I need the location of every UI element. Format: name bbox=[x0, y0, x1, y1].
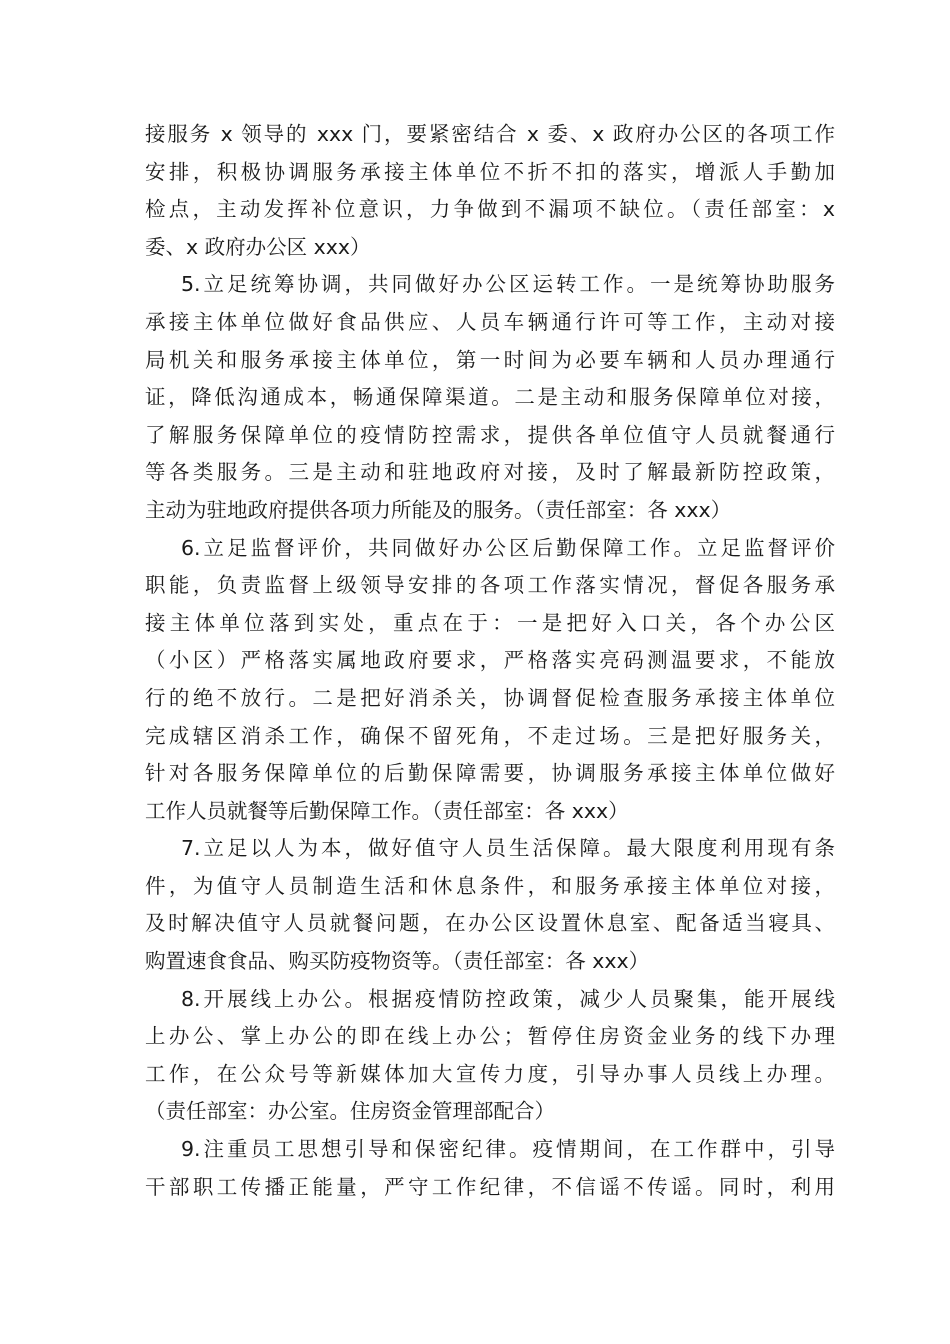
text-line: （责任部室：办公室。住房资金管理部配合） bbox=[145, 1099, 555, 1124]
text-line: 6.立足监督评价，共同做好办公区后勤保障工作。立足监督评价 bbox=[181, 535, 835, 560]
text-line: 及时解决值守人员就餐问题，在办公区设置休息室、配备适当寝具、 bbox=[145, 911, 835, 936]
text-line: 购置速食食品、购买防疫物资等。（责任部室：各 xxx） bbox=[145, 949, 650, 974]
text-line: 上办公、掌上办公的即在线上办公；暂停住房资金业务的线下办理 bbox=[145, 1024, 835, 1049]
text-line: 主动为驻地政府提供各项力所能及的服务。（责任部室：各 xxx） bbox=[145, 497, 732, 522]
paragraph-9 bbox=[145, 1131, 835, 1206]
text-line: 检点，主动发挥补位意识，力争做到不漏项不缺位。（责任部室：x bbox=[145, 197, 835, 222]
text-line: 干部职工传播正能量，严守工作纪律，不信谣不传谣。同时，利用 bbox=[145, 1174, 835, 1199]
text-line: 工作人员就餐等后勤保障工作。（责任部室：各 xxx） bbox=[145, 798, 629, 823]
paragraph-8 bbox=[145, 981, 835, 1131]
text-line: 职能，负责监督上级领导安排的各项工作落实情况，督促各服务承 bbox=[145, 573, 835, 598]
text-line: 局机关和服务承接主体单位，第一时间为必要车辆和人员办理通行 bbox=[145, 347, 835, 372]
text-line: 8.开展线上办公。根据疫情防控政策，减少人员聚集，能开展线 bbox=[181, 986, 835, 1011]
text-line: 证，降低沟通成本，畅通保障渠道。二是主动和服务保障单位对接， bbox=[145, 385, 835, 410]
text-line: 针对各服务保障单位的后勤保障需要，协调服务承接主体单位做好 bbox=[145, 761, 835, 786]
paragraph-6 bbox=[145, 530, 835, 831]
paragraph-7 bbox=[145, 830, 835, 980]
paragraph-5 bbox=[145, 266, 835, 529]
text-line: 7.立足以人为本，做好值守人员生活保障。最大限度利用现有条 bbox=[181, 836, 835, 861]
text-line: 件，为值守人员制造生活和休息条件，和服务承接主体单位对接， bbox=[145, 873, 835, 898]
text-line: 接主体单位落到实处，重点在于：一是把好入口关，各个办公区 bbox=[145, 610, 835, 635]
text-line: 行的绝不放行。二是把好消杀关，协调督促检查服务承接主体单位 bbox=[145, 685, 835, 710]
text-line: 9.注重员工思想引导和保密纪律。疫情期间，在工作群中，引导 bbox=[181, 1137, 835, 1162]
text-line: 承接主体单位做好食品供应、人员车辆通行许可等工作，主动对接 bbox=[145, 309, 835, 334]
document-body bbox=[145, 116, 835, 1206]
text-line: 安排，积极协调服务承接主体单位不折不扣的落实，增派人手勤加 bbox=[145, 159, 835, 184]
text-line: 接服务 x 领导的 xxx 门，要紧密结合 x 委、x 政府办公区的各项工作 bbox=[145, 122, 835, 146]
paragraph-4-continuation bbox=[145, 116, 835, 266]
text-line: 5.立足统筹协调，共同做好办公区运转工作。一是统筹协助服务 bbox=[181, 272, 835, 297]
text-line: 完成辖区消杀工作，确保不留死角，不走过场。三是把好服务关， bbox=[145, 723, 835, 748]
text-line: （小区）严格落实属地政府要求，严格落实亮码测温要求，不能放 bbox=[145, 648, 835, 673]
text-line: 工作，在公众号等新媒体加大宣传力度，引导办事人员线上办理。 bbox=[145, 1061, 835, 1086]
text-line: 等各类服务。三是主动和驻地政府对接，及时了解最新防控政策， bbox=[145, 460, 835, 485]
text-line: 了解服务保障单位的疫情防控需求，提供各单位值守人员就餐通行 bbox=[145, 422, 835, 447]
text-line: 委、x 政府办公区 xxx） bbox=[145, 234, 371, 259]
